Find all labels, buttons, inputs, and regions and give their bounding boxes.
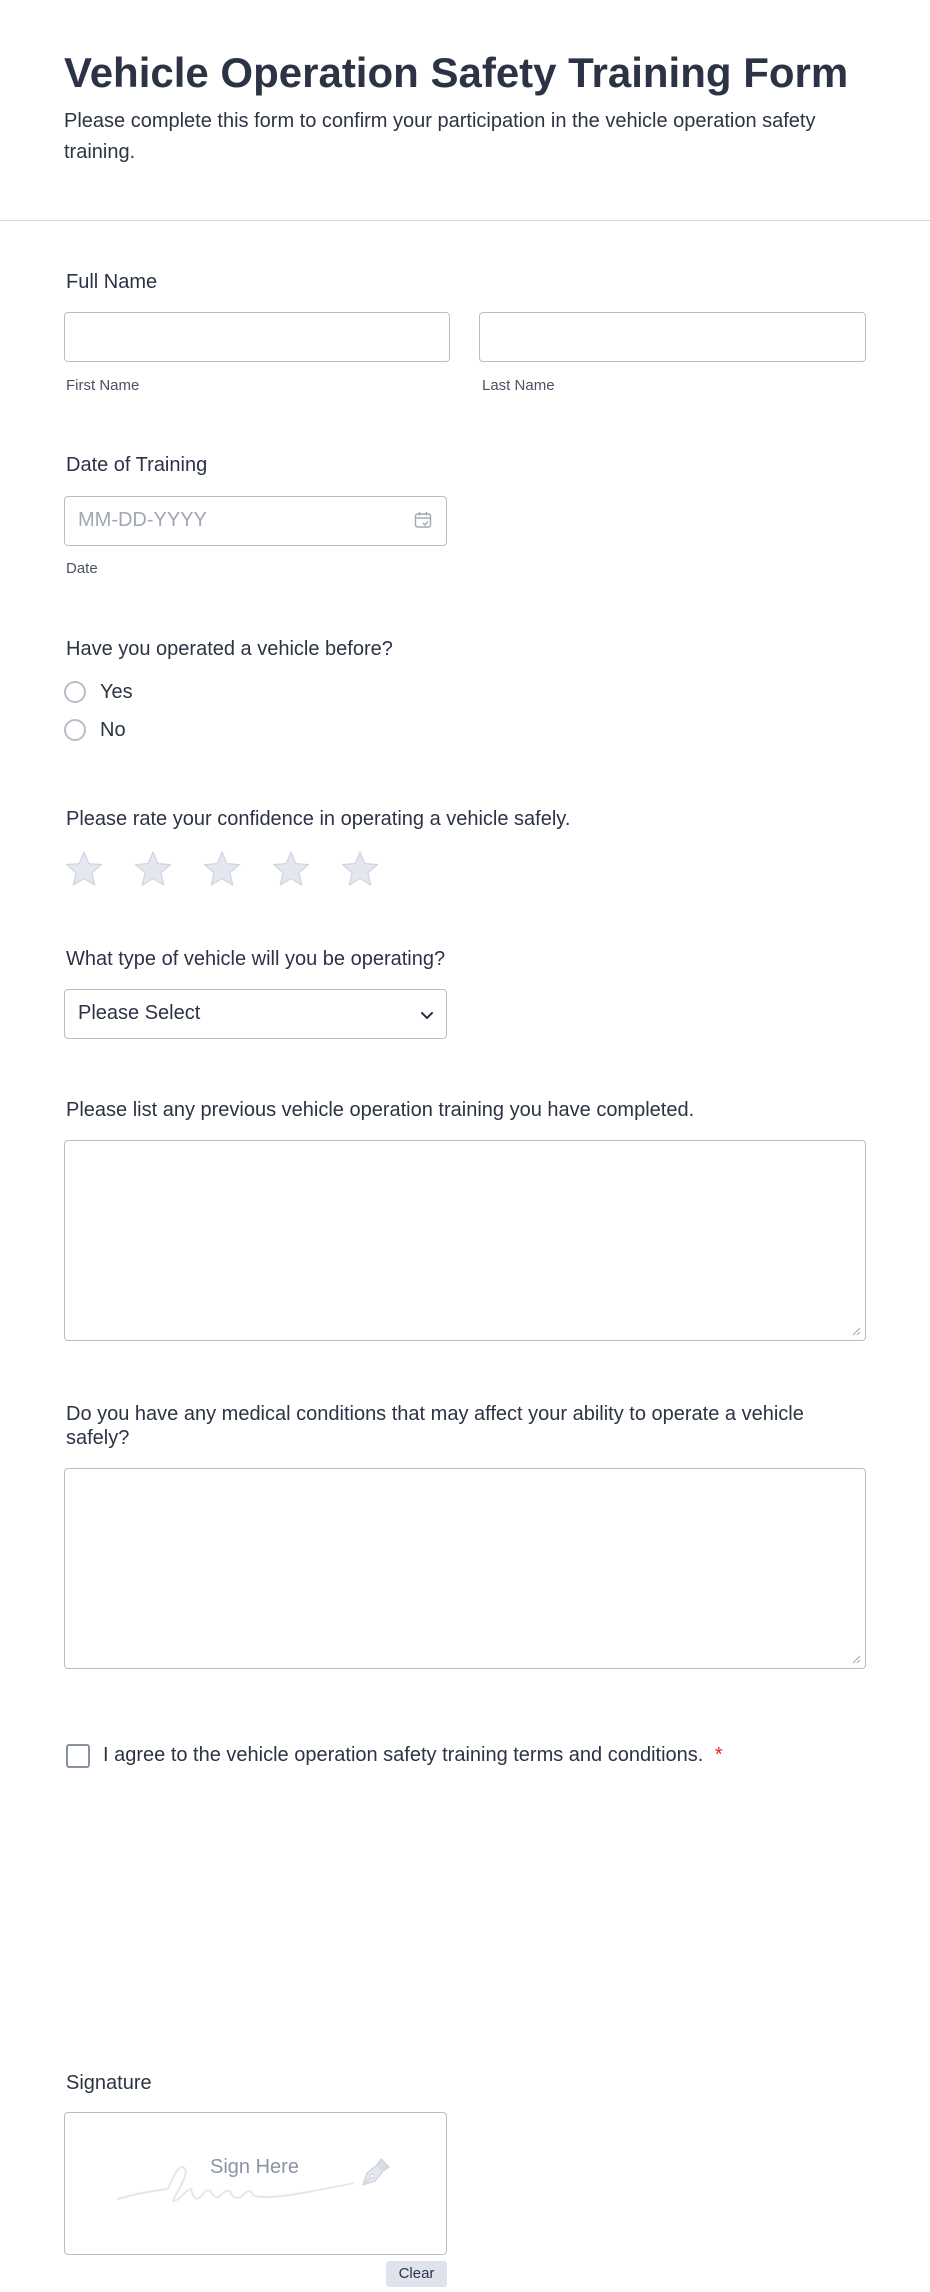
form-title: Vehicle Operation Safety Training Form [64, 49, 849, 96]
first-name-input[interactable] [64, 312, 450, 362]
signature-pad[interactable] [64, 2112, 447, 2255]
previous-training-label: Please list any previous vehicle operation training you have completed. [66, 1099, 695, 1121]
signature-placeholder: Sign Here [210, 2156, 299, 2178]
previous-training-textarea[interactable] [64, 1140, 866, 1341]
agree-checkbox[interactable] [66, 1744, 90, 1768]
radio-yes[interactable] [64, 681, 86, 703]
agree-label-row[interactable] [103, 1744, 723, 1767]
signature-label: Signature [66, 2072, 152, 2094]
star-5-icon[interactable] [340, 849, 380, 889]
star-3-icon[interactable] [202, 849, 242, 889]
full-name-label: Full Name [66, 271, 158, 293]
vehicle-type-select[interactable] [64, 989, 447, 1039]
resize-grip-icon[interactable] [851, 1326, 861, 1336]
chevron-down-icon [420, 1008, 434, 1026]
header-divider [0, 220, 930, 221]
star-1-icon[interactable] [64, 849, 104, 889]
radio-no-label[interactable]: No [100, 719, 126, 741]
form-subtitle: Please complete this form to confirm your participation in the vehicle operation safety training. [64, 110, 816, 163]
required-mark: * [714, 1744, 723, 1766]
training-date-sublabel: Date [66, 560, 98, 577]
star-4-icon[interactable] [271, 849, 311, 889]
training-date-input[interactable] [64, 496, 447, 546]
radio-no[interactable] [64, 719, 86, 741]
first-name-sublabel: First Name [66, 377, 140, 394]
medical-conditions-textarea[interactable] [64, 1468, 866, 1669]
clear-signature-button[interactable]: Clear [386, 2261, 447, 2287]
resize-grip-icon[interactable] [851, 1654, 861, 1664]
last-name-sublabel: Last Name [482, 377, 555, 394]
training-date-placeholder: MM-DD-YYYY [78, 509, 207, 531]
confidence-label: Please rate your confidence in operating a vehicle safely. [66, 808, 571, 830]
star-2-icon[interactable] [133, 849, 173, 889]
pen-nib-icon [357, 2155, 391, 2194]
training-date-label: Date of Training [66, 454, 208, 476]
vehicle-type-label: What type of vehicle will you be operating? [66, 948, 446, 970]
star-rating [64, 849, 404, 891]
vehicle-type-selected: Please Select [78, 1002, 201, 1024]
operated-before-label: Have you operated a vehicle before? [66, 638, 393, 660]
agree-label[interactable]: I agree to the vehicle operation safety training terms and conditions. [103, 1744, 704, 1766]
last-name-input[interactable] [479, 312, 866, 362]
radio-yes-label[interactable]: Yes [100, 681, 133, 703]
calendar-icon[interactable] [414, 511, 432, 534]
medical-conditions-label: Do you have any medical conditions that may affect your ability to operate a vehicle safely? [66, 1403, 804, 1449]
